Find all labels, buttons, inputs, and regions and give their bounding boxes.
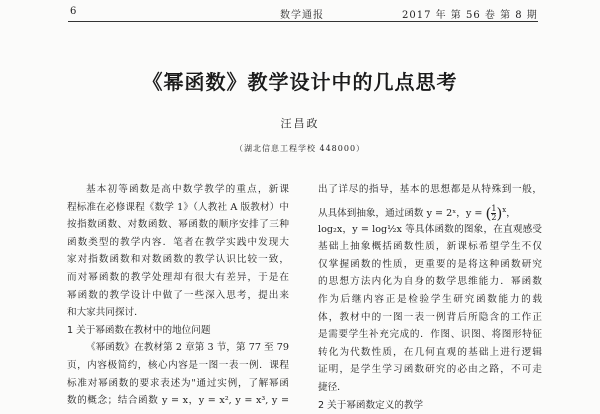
author-affiliation: （湖北信息工程学校 448000）	[234, 144, 366, 153]
body-line: 捷径．	[318, 381, 347, 393]
body-line: 出了详尽的指导，基本的思想都是从特殊到一般，	[318, 184, 542, 195]
article-author: 汪昌政	[280, 117, 320, 130]
formula-line-text: 从具体到抽象，通过函数 y = 2ˣ，y =	[318, 207, 483, 219]
page-number: 6	[70, 6, 77, 17]
body-line: 转化为代数性质，在几何直观的基础上进行逻辑	[318, 346, 542, 358]
body-line: 程标准在必修课程《数学 1》（人教社 A 版教材）中	[67, 201, 289, 213]
fraction-denominator: 2	[491, 212, 497, 221]
issue-info: 2017 年 第 56 卷 第 8 期	[402, 10, 538, 21]
formula-paren-open: (	[485, 204, 492, 221]
formula-paren-close: )	[496, 204, 503, 221]
header-rule	[68, 21, 538, 22]
section-heading-2: 2 关于幂函数定义的教学	[318, 399, 424, 411]
formula-exponent: x	[502, 205, 507, 214]
body-line: 标准对幂函数的要求表述为"通过实例，了解幂函	[67, 377, 289, 389]
section-heading-1: 1 关于幂函数在教材中的地位问题	[67, 324, 211, 336]
body-line: 而对幂函数的教学处理却有很大有差异，于是在	[67, 271, 289, 283]
body-line: 作为后继内容正是检验学生研究函数能力的载	[318, 293, 542, 305]
body-line: 的思想方法内化为自身的数学思维能力．幂函数	[318, 276, 542, 288]
body-line: 函数类型的教学内容．笔者在教学实践中发现大	[67, 236, 289, 248]
article-title: 《幂函数》教学设计中的几点思考	[142, 70, 458, 94]
fraction-numerator: 1	[491, 203, 497, 213]
page-header	[0, 0, 600, 22]
body-line: log₂x，y = log½x 等具体函数的图象，在直观感受	[318, 223, 542, 235]
body-line: 仅掌握函数的性质，更重要的是将这种函数研究	[318, 258, 542, 270]
body-line: 家对指数函数和对数函数的教学认识比较一致，	[67, 254, 289, 266]
body-line: 基础上抽象概括函数性质，新课标希望学生不仅	[318, 241, 542, 253]
body-line: 证明，是学生学习函数研究的必由之路，不可走	[318, 364, 542, 376]
body-line: 体，教材中的一图一表一例背后所隐含的工作正	[318, 311, 542, 323]
body-line: 按指数函数、对数函数、幂函数的顺序安排了三种	[67, 219, 289, 231]
body-line: 基本初等函数是高中数学教学的重点，新课	[86, 184, 289, 195]
journal-name: 数学通报	[280, 10, 324, 21]
body-line: 数的概念；结合函数 y = x，y = x², y = x³, y =	[67, 395, 289, 407]
right-column	[318, 181, 542, 414]
left-column	[67, 181, 289, 410]
body-line: 是需要学生补充完成的．作图、识图、将图形特征	[318, 329, 542, 341]
body-line: 页，内容极简约，核心内容是一图一表一例．课程	[67, 359, 289, 371]
body-line: 幂函数的教学设计中做了一些深入思考，提出来	[67, 289, 289, 301]
body-line-with-formula: 从具体到抽象，通过函数 y = 2ˣ，y = ( $\frac{1}{2}$ )$^x$，	[318, 203, 516, 221]
body-line: 和大家共同探讨．	[67, 307, 144, 319]
body-line: 《幂函数》在教材第 2 章第 3 节，第 77 至 79	[86, 342, 289, 354]
